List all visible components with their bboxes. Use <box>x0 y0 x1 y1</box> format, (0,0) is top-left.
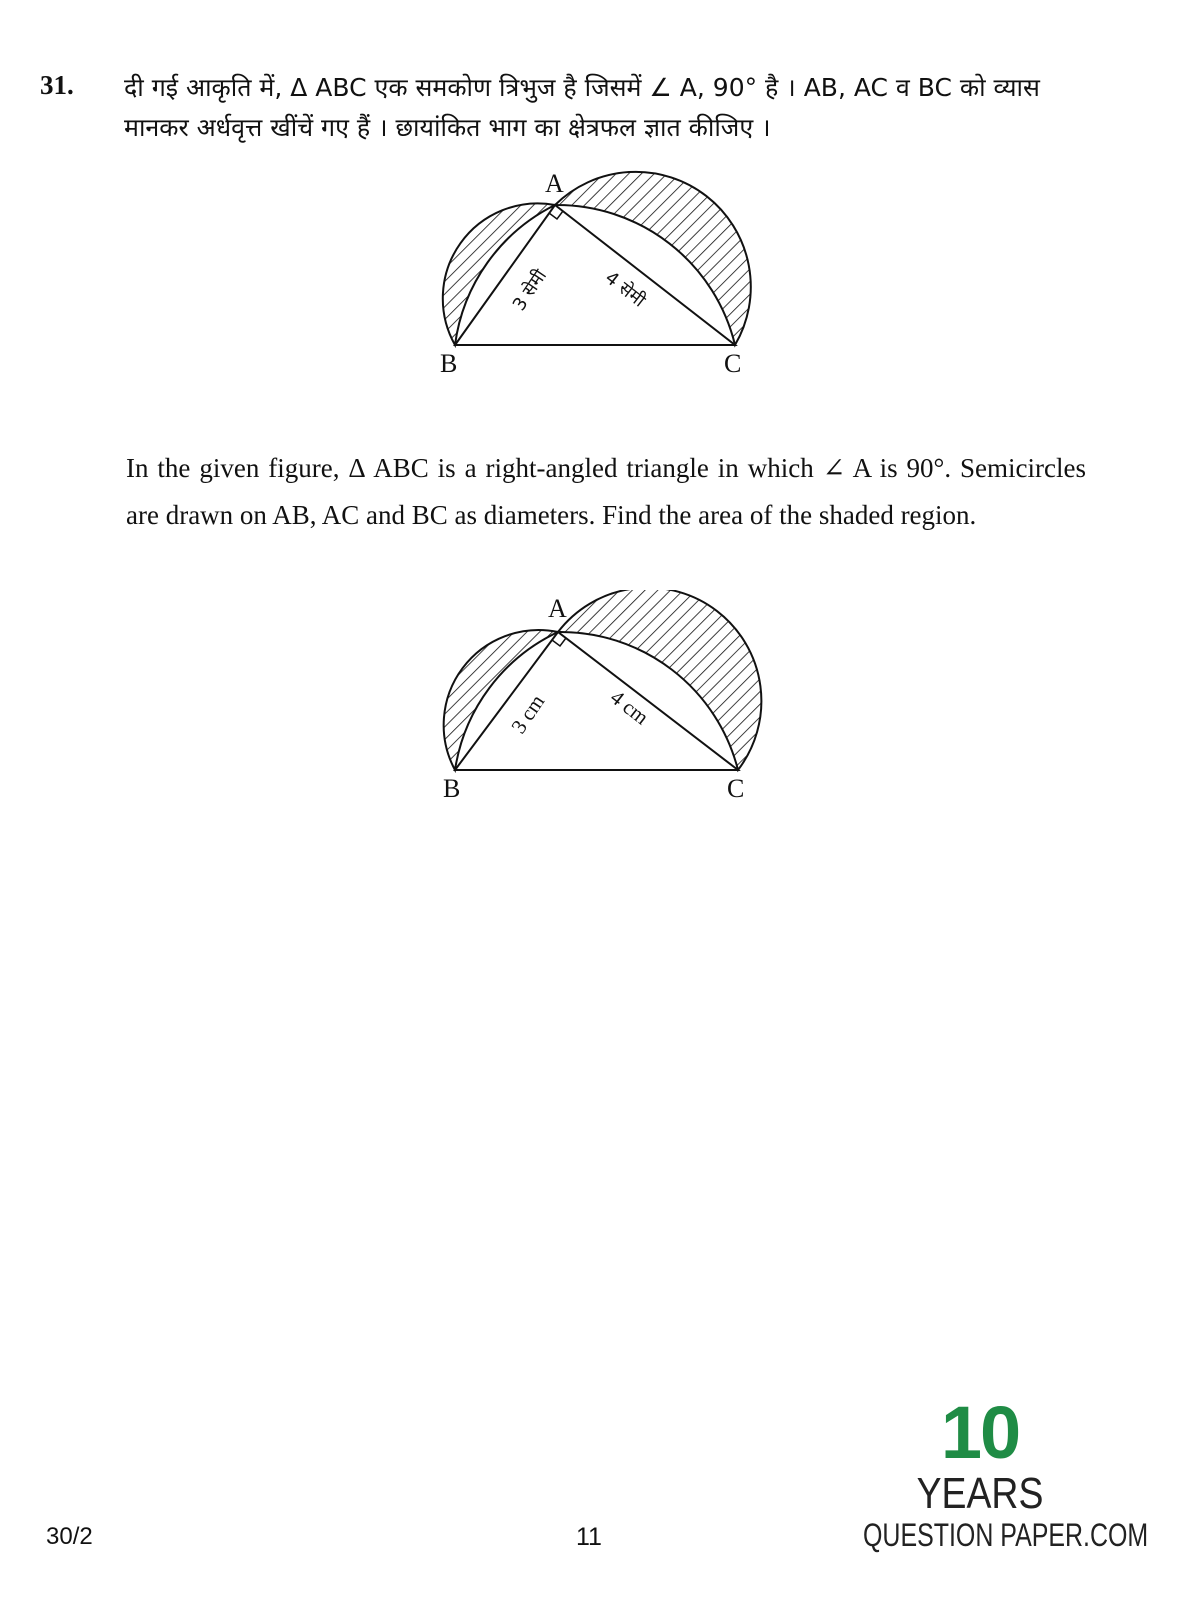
vertex-a-label: A <box>545 169 564 198</box>
side-ac-label: 4 सेमी <box>600 267 650 312</box>
question-number: 31. <box>40 70 74 100</box>
figure-hindi <box>400 160 780 390</box>
vertex-b-label: B <box>440 349 458 378</box>
side-ab-label: 3 सेमी <box>508 265 552 315</box>
vertex-c-label: C <box>724 349 742 378</box>
paper-code: 30/2 <box>46 1523 93 1550</box>
logo-site-name: QUESTION PAPER.COM <box>863 1517 1149 1553</box>
vertex-c-label: C <box>727 774 745 803</box>
vertex-a-label: A <box>548 594 567 623</box>
shaded-lune-ac <box>558 590 761 770</box>
question-text-hindi: दी गई आकृति में, Δ ABC एक समकोण त्रिभुज है जिसमें ∠ A, 90° है । AB, AC व BC को व्यास मानकर अर्धवृत्त खींचें गए हैं । छायांकित भाग का क्षेत्रफल ज्ञात कीजिए । <box>124 73 1040 142</box>
question-text-english: In the given figure, Δ ABC is a right-angled triangle in which ∠ A is 90°. Semicircles are drawn on AB, AC and BC as diameters. Find the area of the shaded region. <box>126 453 1086 530</box>
figure-english <box>400 590 780 820</box>
right-angle-marker <box>552 638 566 646</box>
site-logo <box>830 1391 1149 1553</box>
page-number: 11 <box>576 1523 602 1551</box>
logo-years: YEARS <box>916 1469 1044 1518</box>
right-angle-marker <box>549 211 563 219</box>
shaded-lune-ac <box>555 172 751 345</box>
side-ac-label: 4 cm <box>605 685 654 730</box>
logo-number: 10 <box>940 1391 1020 1474</box>
vertex-b-label: B <box>443 774 461 803</box>
side-ab-label: 3 cm <box>506 690 550 738</box>
